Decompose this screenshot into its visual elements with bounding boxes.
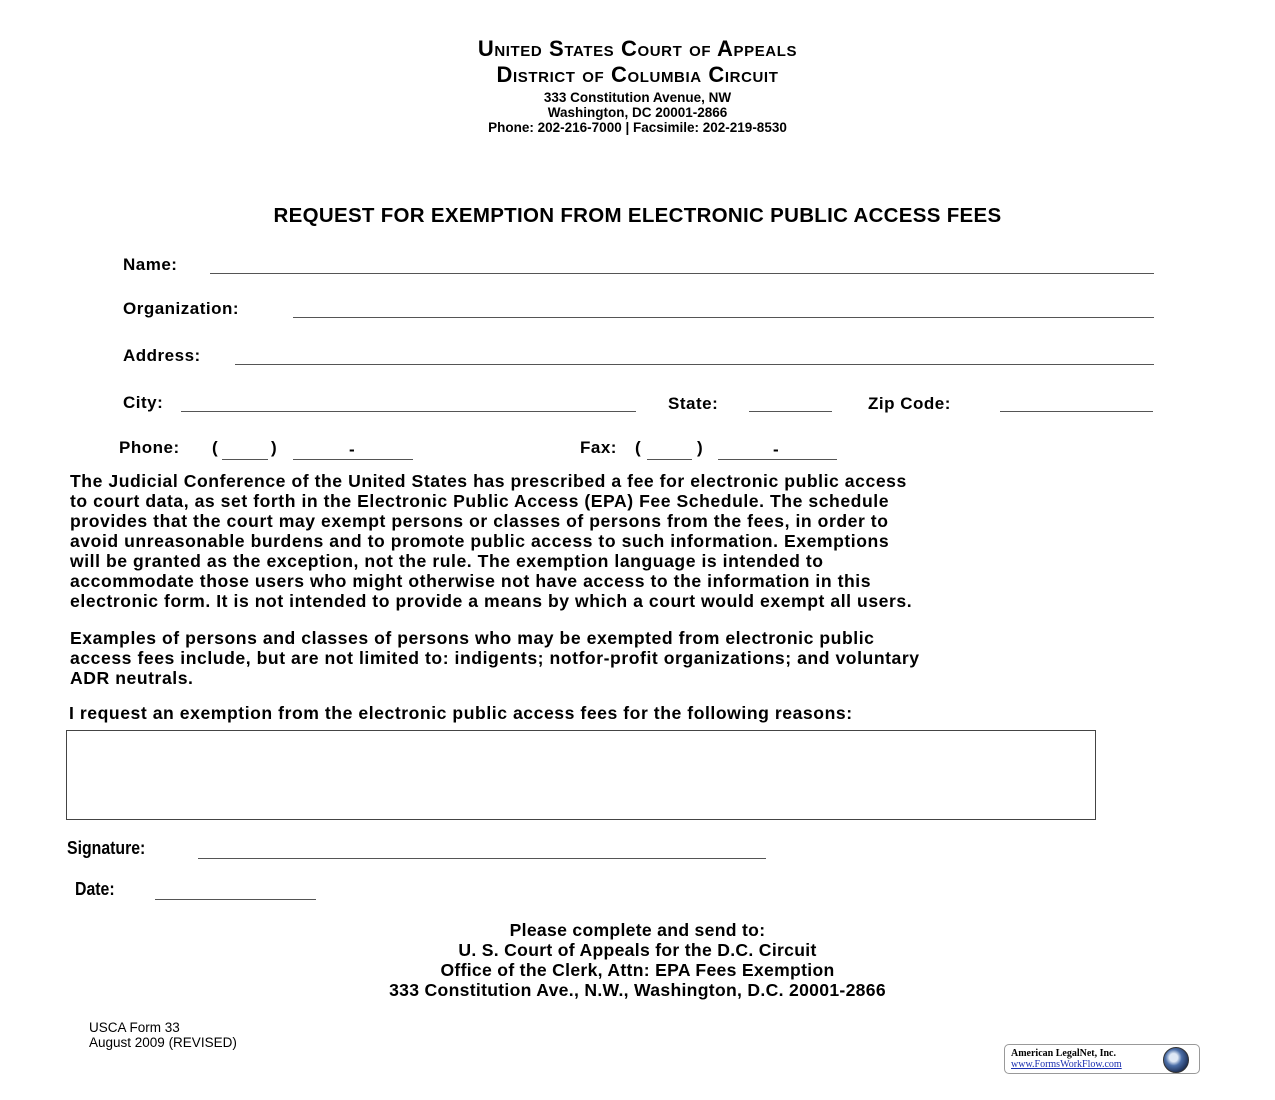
court-name [0,36,1275,88]
mailing-instructions [0,920,1275,1000]
phone-paren-close: ) [271,438,278,457]
phone-area-code-field[interactable] [222,459,268,460]
badge-company: American LegalNet, Inc. [1011,1048,1116,1059]
address-field[interactable] [235,364,1154,365]
form-revision: August 2009 (REVISED) [89,1035,237,1050]
legalnet-badge[interactable] [1004,1044,1200,1074]
contact-line: Phone: 202-216-7000 | Facsimile: 202-219-8530 [488,120,787,135]
fax-area-code-field[interactable] [647,459,692,460]
send-line4: 333 Constitution Ave., N.W., Washington, D.C. 20001-2866 [389,980,886,1000]
city-label: City: [123,393,164,412]
paragraph-line: provides that the court may exempt persons or classes of persons from the fees, in order to [70,511,889,531]
city-field[interactable] [181,411,636,412]
paragraph-line: accommodate those users who might otherwise not have access to the information in this [70,571,872,591]
zip-label: Zip Code: [868,394,951,413]
organization-label: Organization: [123,299,240,318]
state-label: State: [668,394,719,413]
globe-icon [1163,1047,1189,1073]
paragraph-line: electronic form. It is not intended to provide a means by which a court would exempt all users. [70,591,913,611]
court-line2: District of Columbia Circuit [496,62,779,87]
address-line2: Washington, DC 20001-2866 [547,105,728,120]
form-title: REQUEST FOR EXEMPTION FROM ELECTRONIC PUBLIC ACCESS FEES [273,204,1002,227]
badge-url-link[interactable]: www.FormsWorkFlow.com [1011,1059,1122,1070]
paragraph-line: access fees include, but are not limited to: indigents; notfor-profit organizations; and voluntary [70,648,920,668]
epa-explanation-paragraph [70,471,912,611]
reasons-prompt: I request an exemption from the electronic public access fees for the following reasons: [69,703,853,723]
paragraph-line: will be granted as the exception, not the rule. The exemption language is intended to [70,551,824,571]
signature-label: Signature: [67,838,146,858]
fax-label: Fax: [580,438,617,457]
phone-dash: - [349,440,356,459]
signature-field[interactable] [198,858,766,859]
form-identifier [89,1020,237,1050]
fax-paren-close: ) [697,438,704,457]
paragraph-line: to court data, as set forth in the Electronic Public Access (EPA) Fee Schedule. The schedule [70,491,890,511]
zip-field[interactable] [1000,411,1153,412]
name-label: Name: [123,255,178,274]
paragraph-line: ADR neutrals. [70,668,194,688]
name-field[interactable] [210,273,1154,274]
fax-dash: - [773,440,780,459]
send-line3: Office of the Clerk, Attn: EPA Fees Exemption [440,960,835,980]
exemption-examples-paragraph [70,628,920,688]
paragraph-line: avoid unreasonable burdens and to promote public access to such information. Exemptions [70,531,890,551]
address-line1: 333 Constitution Avenue, NW [543,90,732,105]
state-field[interactable] [749,411,832,412]
phone-paren-open: ( [212,438,219,457]
date-field[interactable] [155,899,316,900]
phone-label: Phone: [119,438,180,457]
court-address [0,90,1275,135]
organization-field[interactable] [293,317,1154,318]
reasons-textarea[interactable] [66,730,1096,820]
send-line1: Please complete and send to: [509,920,766,940]
fax-paren-open: ( [635,438,642,457]
paragraph-line: Examples of persons and classes of persons who may be exempted from electronic public [70,628,875,648]
form-number: USCA Form 33 [89,1020,180,1035]
address-label: Address: [123,346,201,365]
send-line2: U. S. Court of Appeals for the D.C. Circuit [458,940,817,960]
date-label: Date: [75,879,115,899]
paragraph-line: The Judicial Conference of the United States has prescribed a fee for electronic public access [70,471,907,491]
court-line1: United States Court of Appeals [477,36,798,61]
